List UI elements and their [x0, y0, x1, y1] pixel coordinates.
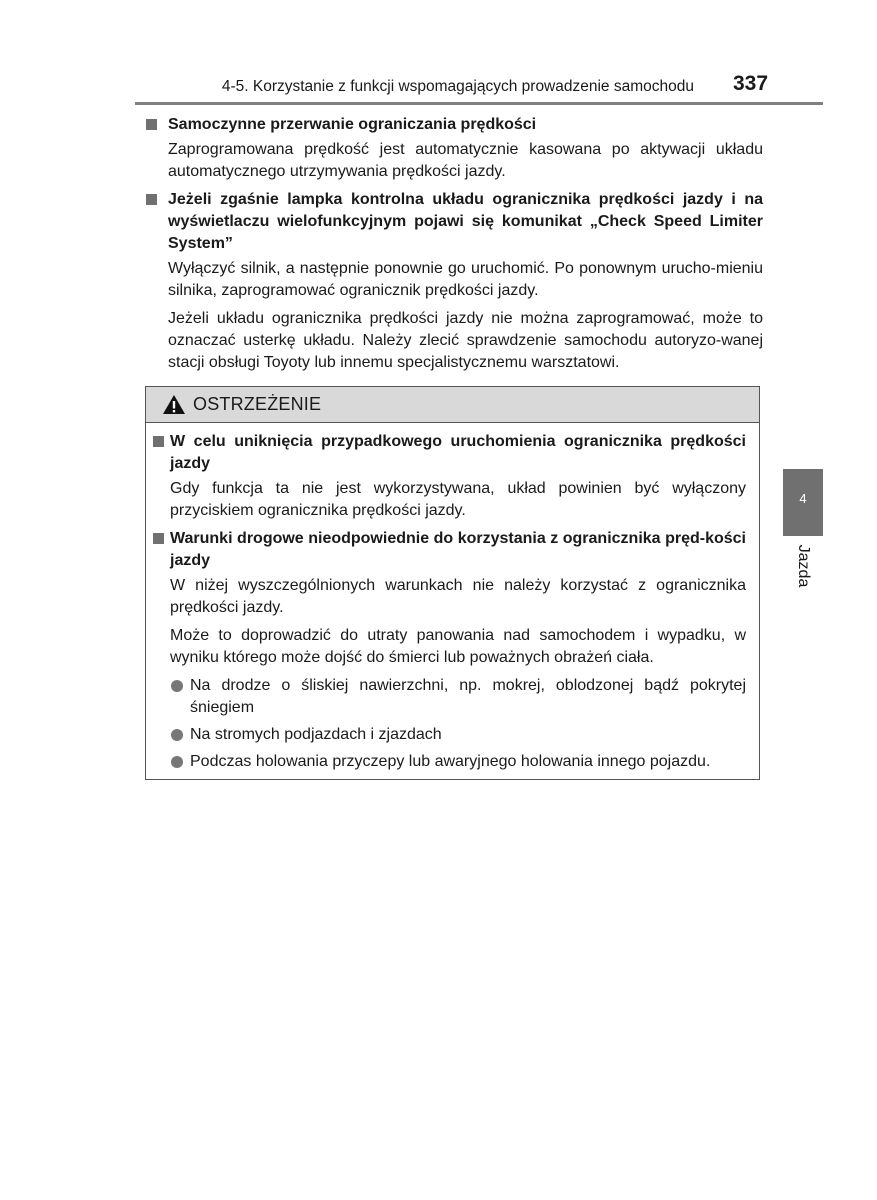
warning-section-heading: W celu uniknięcia przypadkowego uruchomienia ogranicznika prędkości jazdy — [153, 431, 746, 475]
warning-section-heading: Warunki drogowe nieodpowiednie do korzystania z ogranicznika pręd-kości jazdy — [153, 528, 746, 572]
header-divider — [135, 102, 823, 105]
square-bullet-icon — [146, 119, 157, 130]
warning-title: OSTRZEŻENIE — [193, 394, 322, 414]
warning-header — [146, 387, 759, 423]
section-heading: Samoczynne przerwanie ograniczania prędkości — [145, 114, 763, 136]
square-bullet-icon — [146, 194, 157, 205]
chapter-title: 4-5. Korzystanie z funkcji wspomagających prowadzenie samochodu — [221, 78, 694, 95]
main-content — [145, 114, 763, 380]
list-item: Na stromych podjazdach i zjazdach — [153, 724, 746, 746]
section-indicator-off — [145, 189, 763, 374]
page-header — [0, 70, 877, 104]
section-paragraph: Jeżeli układu ogranicznika prędkości jazdy nie można zaprogramować, może to oznaczać usterkę układu. Należy zlecić sprawdzenie samochodu autoryzo-wanej stacji obsługi Toyoty lub innemu specjalistycznemu warsztatowi. — [168, 310, 763, 371]
list-item: Na drodze o śliskiej nawierzchni, np. mokrej, oblodzonej bądź pokrytej śniegiem — [153, 675, 746, 719]
warning-paragraph: Może to doprowadzić do utraty panowania nad samochodem i wypadku, w wyniku którego może dojść do śmierci lub poważnych obrażeń ciała. — [170, 627, 746, 666]
warning-paragraph: Gdy funkcja ta nie jest wykorzystywana, układ powinien być wyłączony przyciskiem ogranicznika prędkości jazdy. — [170, 480, 746, 519]
square-bullet-icon — [153, 436, 164, 447]
chapter-tab — [783, 469, 823, 536]
list-item: Podczas holowania przyczepy lub awaryjnego holowania innego pojazdu. — [153, 751, 746, 773]
section-paragraph: Zaprogramowana prędkość jest automatycznie kasowana po aktywacji układu automatycznego utrzymywania prędkości jazdy. — [168, 141, 763, 180]
section-heading: Jeżeli zgaśnie lampka kontrolna układu ogranicznika prędkości jazdy i na wyświetlaczu wielofunkcyjnym pojawi się komunikat „Check Speed Limiter System” — [145, 189, 763, 255]
circle-bullet-icon — [171, 729, 183, 741]
warning-triangle-icon — [162, 394, 186, 415]
warning-body — [146, 423, 759, 773]
circle-bullet-icon — [171, 680, 183, 692]
section-speed-limit-auto-cancel — [145, 114, 763, 183]
chapter-label: Jazda — [795, 544, 812, 588]
circle-bullet-icon — [171, 756, 183, 768]
page-number: 337 — [733, 72, 769, 95]
chapter-number: 4 — [799, 491, 807, 506]
warning-paragraph: W niżej wyszczególnionych warunkach nie należy korzystać z ogranicznika prędkości jazdy. — [170, 577, 746, 616]
warning-box — [145, 386, 760, 780]
section-paragraph: Wyłączyć silnik, a następnie ponownie go uruchomić. Po ponownym urucho-mieniu silnika, zaprogramować ogranicznik prędkości jazdy. — [168, 260, 763, 299]
square-bullet-icon — [153, 533, 164, 544]
